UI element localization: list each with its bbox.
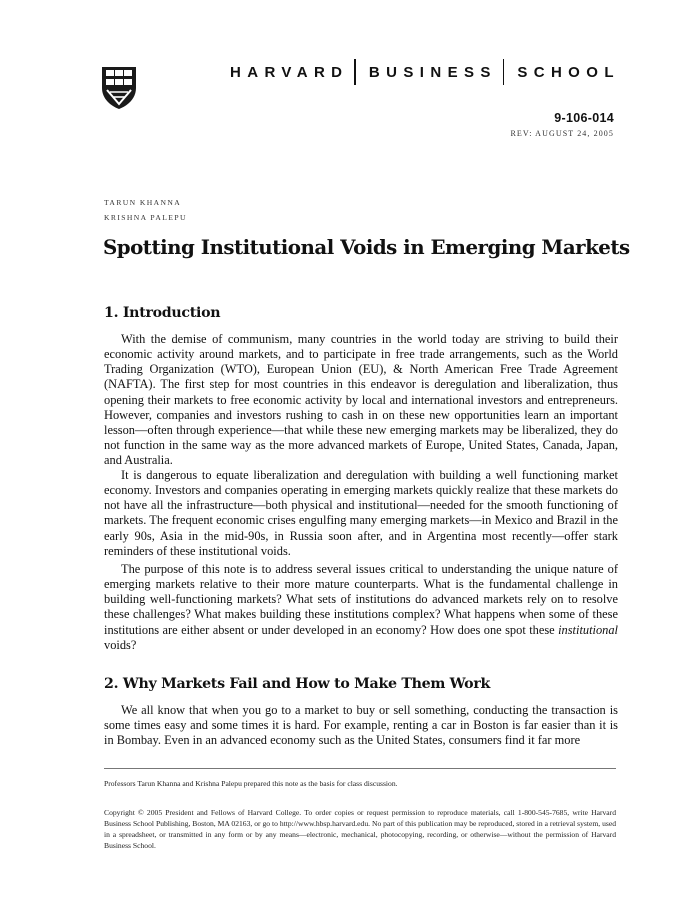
author-name: TARUN KHANNA — [104, 198, 182, 207]
footnote: Professors Tarun Khanna and Krishna Palepu prepared this note as the basis for class discussion. — [104, 779, 398, 788]
body-paragraph: We all know that when you go to a market to buy or sell something, conducting the transaction is some times easy and some times it is hard. For example, renting a car in Boston is far easier than it is in Bombay. Even in an advanced economy such as the United States, consumers find it far more — [104, 703, 618, 748]
header-divider — [503, 59, 505, 85]
section-heading-why-markets-fail: 2. Why Markets Fail and How to Make Them Work — [104, 676, 491, 692]
paragraph-text: The purpose of this note is to address several issues critical to understanding the unique nature of emerging markets relative to their more mature counterparts. What is the fundamental challenge in building well-functioning markets? What sets of institutions do advanced markets rely on to resolve these challenges? What makes building these institutions complex? What happens when some of these institutions are either absent or under developed in an economy? How does one spot these — [104, 562, 618, 637]
header-word-harvard: HARVARD — [230, 63, 349, 81]
paragraph-text: voids? — [104, 637, 137, 652]
revision-date: REV: AUGUST 24, 2005 — [510, 129, 614, 138]
document-number: 9-106-014 — [554, 111, 614, 125]
school-header — [230, 57, 622, 87]
header-word-school: SCHOOL — [517, 63, 620, 81]
italic-term: institutional — [558, 622, 618, 637]
header-divider — [354, 59, 356, 85]
body-paragraph: It is dangerous to equate liberalization and deregulation with building a well functioning market economy. Investors and companies operating in emerging markets quickly realize that these markets do not have all the infrastructure—both physical and institutional—needed for the smooth functioning of markets. The frequent economic crises engulfing many emerging markets—in Mexico and Brazil in the early 90s, Asia in the mid-90s, in Russia soon after, and in Argentina most recently—offer stark reminders of these institutional voids. — [104, 468, 618, 558]
footnote-divider — [104, 768, 616, 769]
copyright-notice: Copyright © 2005 President and Fellows of Harvard College. To order copies or request permission to reproduce materials, call 1-800-545-7685, write Harvard Business School Publishing, Boston, MA 02163, or go to http://www.hbsp.harvard.edu. No part of this publication may be reproduced, stored in a retrieval system, used in a spreadsheet, or transmitted in any form or by any means—electronic, mechanical, photocopying, recording, or otherwise—without the permission of Harvard Business School. — [104, 808, 616, 850]
header-word-business: BUSINESS — [368, 63, 497, 81]
section-heading-introduction: 1. Introduction — [104, 305, 221, 321]
hbs-shield-icon — [101, 66, 137, 110]
author-name: KRISHNA PALEPU — [104, 213, 187, 222]
body-paragraph — [104, 562, 618, 653]
document-title: Spotting Institutional Voids in Emerging Markets — [103, 235, 630, 259]
body-paragraph: With the demise of communism, many countries in the world today are striving to build their economic activity around markets, and to participate in free trade arrangements, such as the World Trading Organization (WTO), European Union (EU), & North American Free Trade Agreement (NAFTA). The first step for most countries in this endeavor is deregulation and liberalization, thus opening their markets to free economic activity by local and international investors and entrepreneurs. However, companies and investors rushing to cash in on these new opportunities learn an important lesson—often through experience—that while these new emerging markets may be liberalized, they do not function in the same way as the more advanced markets of Europe, United States, Canada, Japan, and Australia. — [104, 332, 618, 468]
